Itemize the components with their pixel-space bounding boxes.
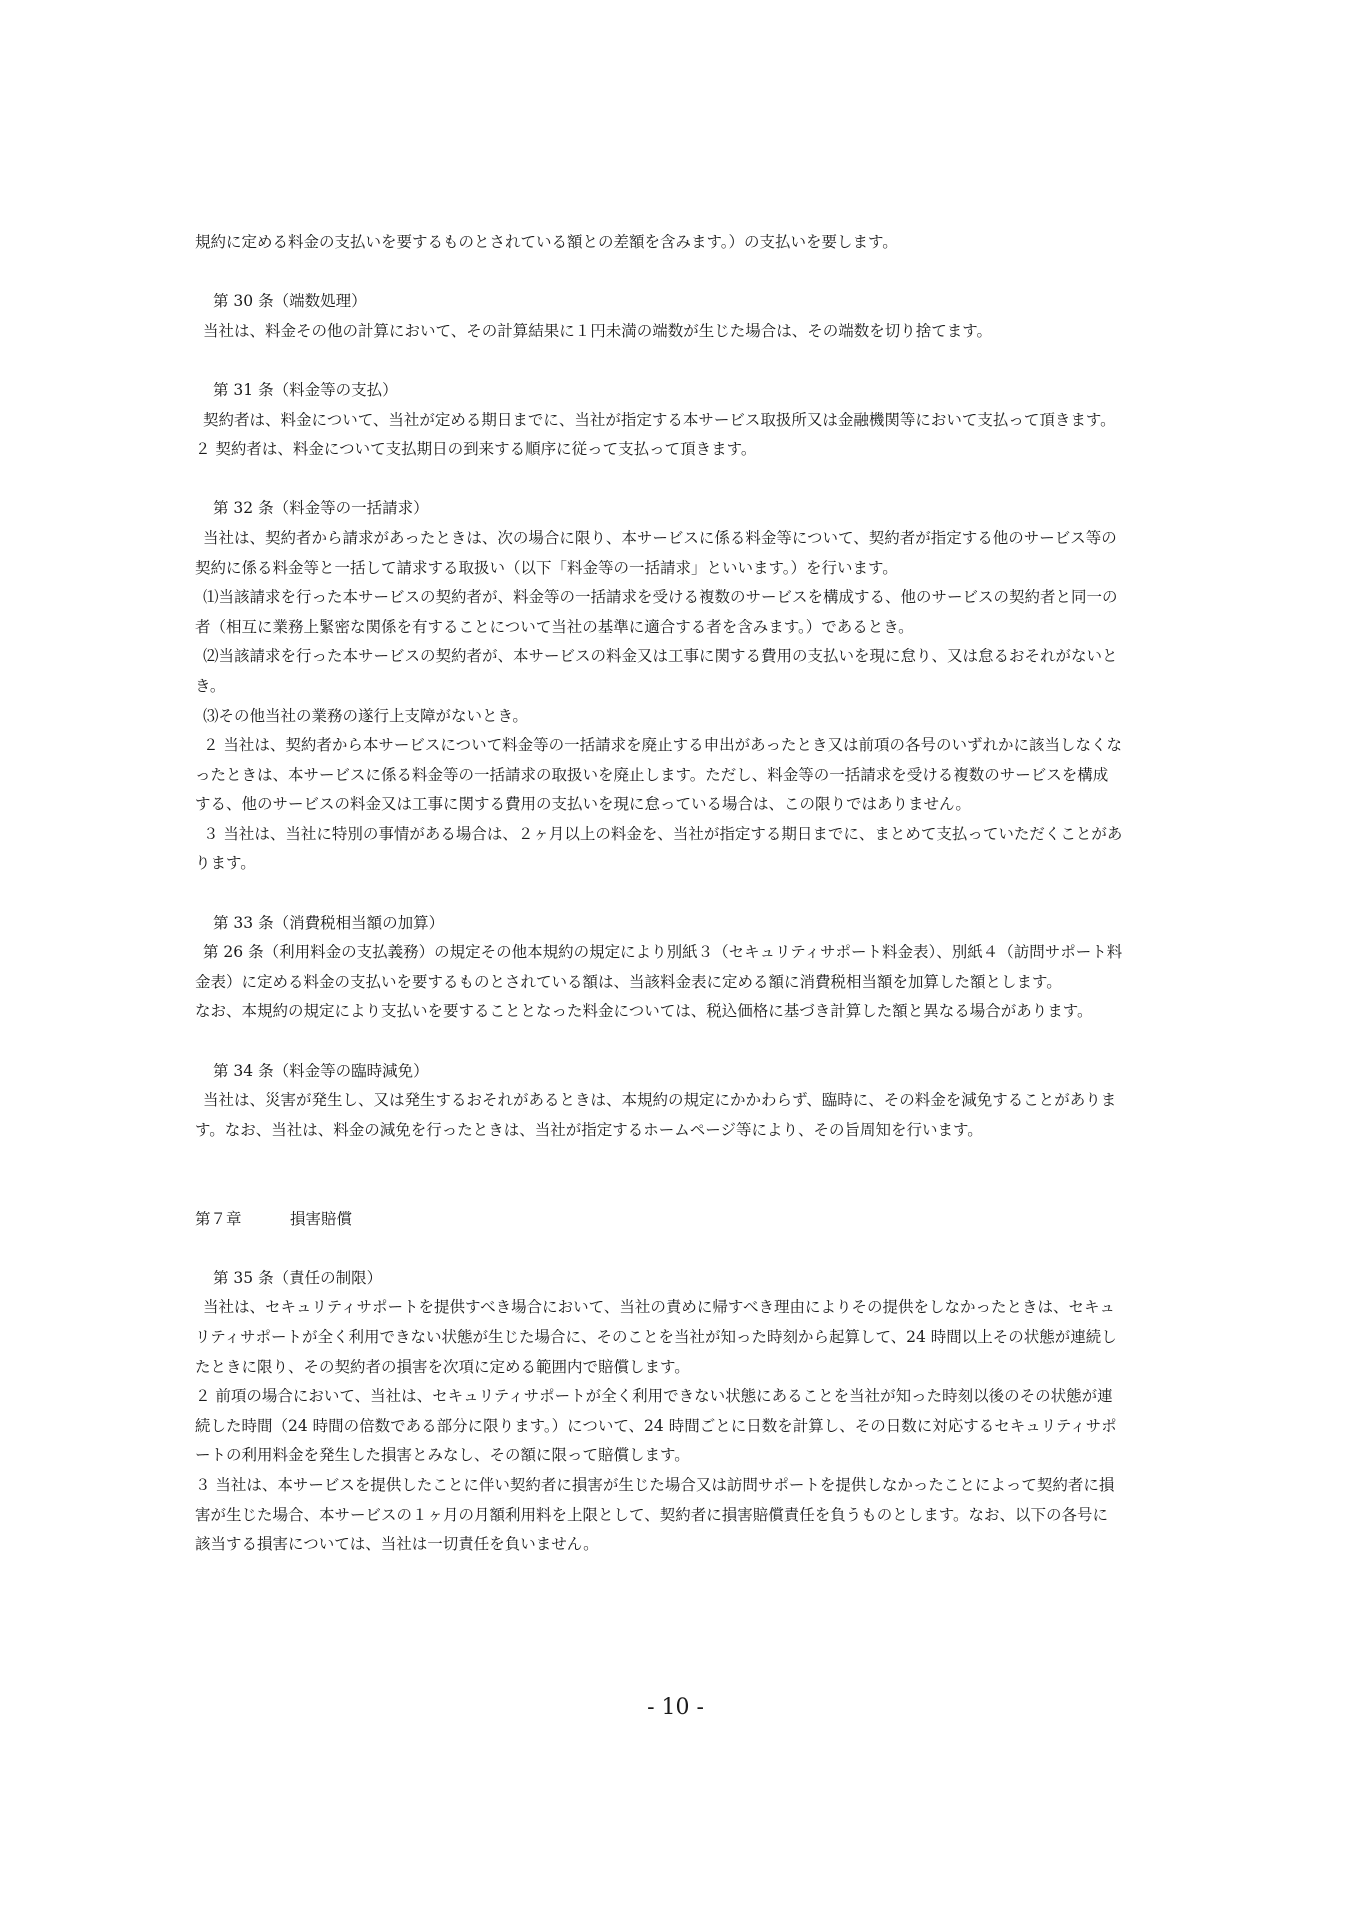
article-35-line: ３ 当社は、本サービスを提供したことに伴い契約者に損害が生じた場合又は訪問サポートを提供しなかったことによって契約者に損 bbox=[195, 1475, 1115, 1494]
article-32-line: ⑶その他当社の業務の遂行上支障がないとき。 bbox=[203, 706, 528, 725]
article-32-line: ⑴当該請求を行った本サービスの契約者が、料金等の一括請求を受ける複数のサービスを構成する、他のサービスの契約者と同一の bbox=[203, 588, 1118, 607]
article-35-line: 続した時間（24 時間の倍数である部分に限ります。）について、24 時間ごとに日数を計算し、その日数に対応するセキュリティサポ bbox=[195, 1416, 1117, 1435]
article-31-line: ２ 契約者は、料金について支払期日の到来する順序に従って支払って頂きます。 bbox=[195, 440, 757, 459]
article-32-line: 者（相互に業務上緊密な関係を有することについて当社の基準に適合する者を含みます。）であるとき。 bbox=[195, 617, 914, 636]
article-32-line: ⑵当該請求を行った本サービスの契約者が、本サービスの料金又は工事に関する費用の支払いを現に怠り、又は怠るおそれがないと bbox=[203, 647, 1118, 666]
article-32-line: き。 bbox=[195, 676, 226, 695]
article-35-line: 当社は、セキュリティサポートを提供すべき場合において、当社の責めに帰すべき理由によりその提供をしなかったときは、セキュ bbox=[203, 1298, 1116, 1317]
article-33-line: なお、本規約の規定により支払いを要することとなった料金については、税込価格に基づき計算した額と異なる場合があります。 bbox=[195, 1002, 1093, 1021]
article-35-line: 害が生じた場合、本サービスの１ヶ月の月額利用料を上限として、契約者に損害賠償責任を負うものとします。なお、以下の各号に bbox=[195, 1505, 1108, 1524]
article-32-heading: 第 32 条（料金等の一括請求） bbox=[213, 499, 429, 518]
article-30-line: 当社は、料金その他の計算において、その計算結果に１円未満の端数が生じた場合は、その端数を切り捨てます。 bbox=[203, 321, 992, 340]
continuation-line: 規約に定める料金の支払いを要するものとされている額との差額を含みます。）の支払いを要します。 bbox=[195, 233, 898, 251]
article-33-line: 第 26 条（利用料金の支払義務）の規定その他本規約の規定により別紙３（セキュリティサポート料金表）、別紙４（訪問サポート料 bbox=[203, 943, 1123, 962]
terms-body bbox=[195, 228, 1160, 1560]
article-35-line: ートの利用料金を発生した損害とみなし、その額に限って賠償します。 bbox=[195, 1446, 690, 1465]
article-35-line: たときに限り、その契約者の損害を次項に定める範囲内で賠償します。 bbox=[195, 1357, 690, 1376]
article-35-line: 該当する損害については、当社は一切責任を負いません。 bbox=[195, 1535, 599, 1554]
article-32-line: する、他のサービスの料金又は工事に関する費用の支払いを現に怠っている場合は、この限りではありません。 bbox=[195, 795, 971, 814]
article-35-line: リティサポートが全く利用できない状態が生じた場合に、そのことを当社が知った時刻から起算して、24 時間以上その状態が連続し bbox=[195, 1327, 1117, 1346]
article-31-heading: 第 31 条（料金等の支払） bbox=[213, 380, 398, 399]
article-35-heading: 第 35 条（責任の制限） bbox=[213, 1268, 383, 1287]
page-number: - 10 - bbox=[647, 1695, 704, 1720]
article-34-line: す。なお、当社は、料金の減免を行ったときは、当社が指定するホームページ等により、その旨周知を行います。 bbox=[195, 1120, 983, 1139]
article-32-line: ったときは、本サービスに係る料金等の一括請求の取扱いを廃止します。ただし、料金等の一括請求を受ける複数のサービスを構成 bbox=[195, 765, 1109, 784]
article-32-line: 当社は、契約者から請求があったときは、次の場合に限り、本サービスに係る料金等について、契約者が指定する他のサービス等の bbox=[203, 528, 1117, 547]
article-32-line: ります。 bbox=[195, 854, 256, 873]
article-35-line: ２ 前項の場合において、当社は、セキュリティサポートが全く利用できない状態にあることを当社が知った時刻以後のその状態が連 bbox=[195, 1387, 1113, 1406]
article-33-line: 金表）に定める料金の支払いを要するものとされている額は、当該料金表に定める額に消費税相当額を加算した額とします。 bbox=[195, 972, 1062, 991]
article-32-line: ２ 当社は、契約者から本サービスについて料金等の一括請求を廃止する申出があったとき又は前項の各号のいずれかに該当しなくな bbox=[203, 736, 1122, 755]
article-34-heading: 第 34 条（料金等の臨時減免） bbox=[213, 1061, 429, 1080]
article-32-line: ３ 当社は、当社に特別の事情がある場合は、２ヶ月以上の料金を、当社が指定する期日までに、まとめて支払っていただくことがあ bbox=[203, 824, 1123, 843]
chapter-7-heading bbox=[195, 1205, 1160, 1235]
article-30-heading: 第 30 条（端数処理） bbox=[213, 292, 367, 311]
chapter-label: 第７章 bbox=[195, 1209, 242, 1228]
article-31-line: 契約者は、料金について、当社が定める期日までに、当社が指定する本サービス取扱所又は金融機関等において支払って頂きます。 bbox=[203, 410, 1116, 429]
chapter-title: 損害賠償 bbox=[290, 1209, 353, 1228]
article-32-line: 契約に係る料金等と一括して請求する取扱い（以下「料金等の一括請求」といいます。）を行います。 bbox=[195, 558, 898, 577]
article-33-heading: 第 33 条（消費税相当額の加算） bbox=[213, 913, 445, 932]
article-34-line: 当社は、災害が発生し、又は発生するおそれがあるときは、本規約の規定にかかわらず、臨時に、その料金を減免することがありま bbox=[203, 1091, 1117, 1110]
